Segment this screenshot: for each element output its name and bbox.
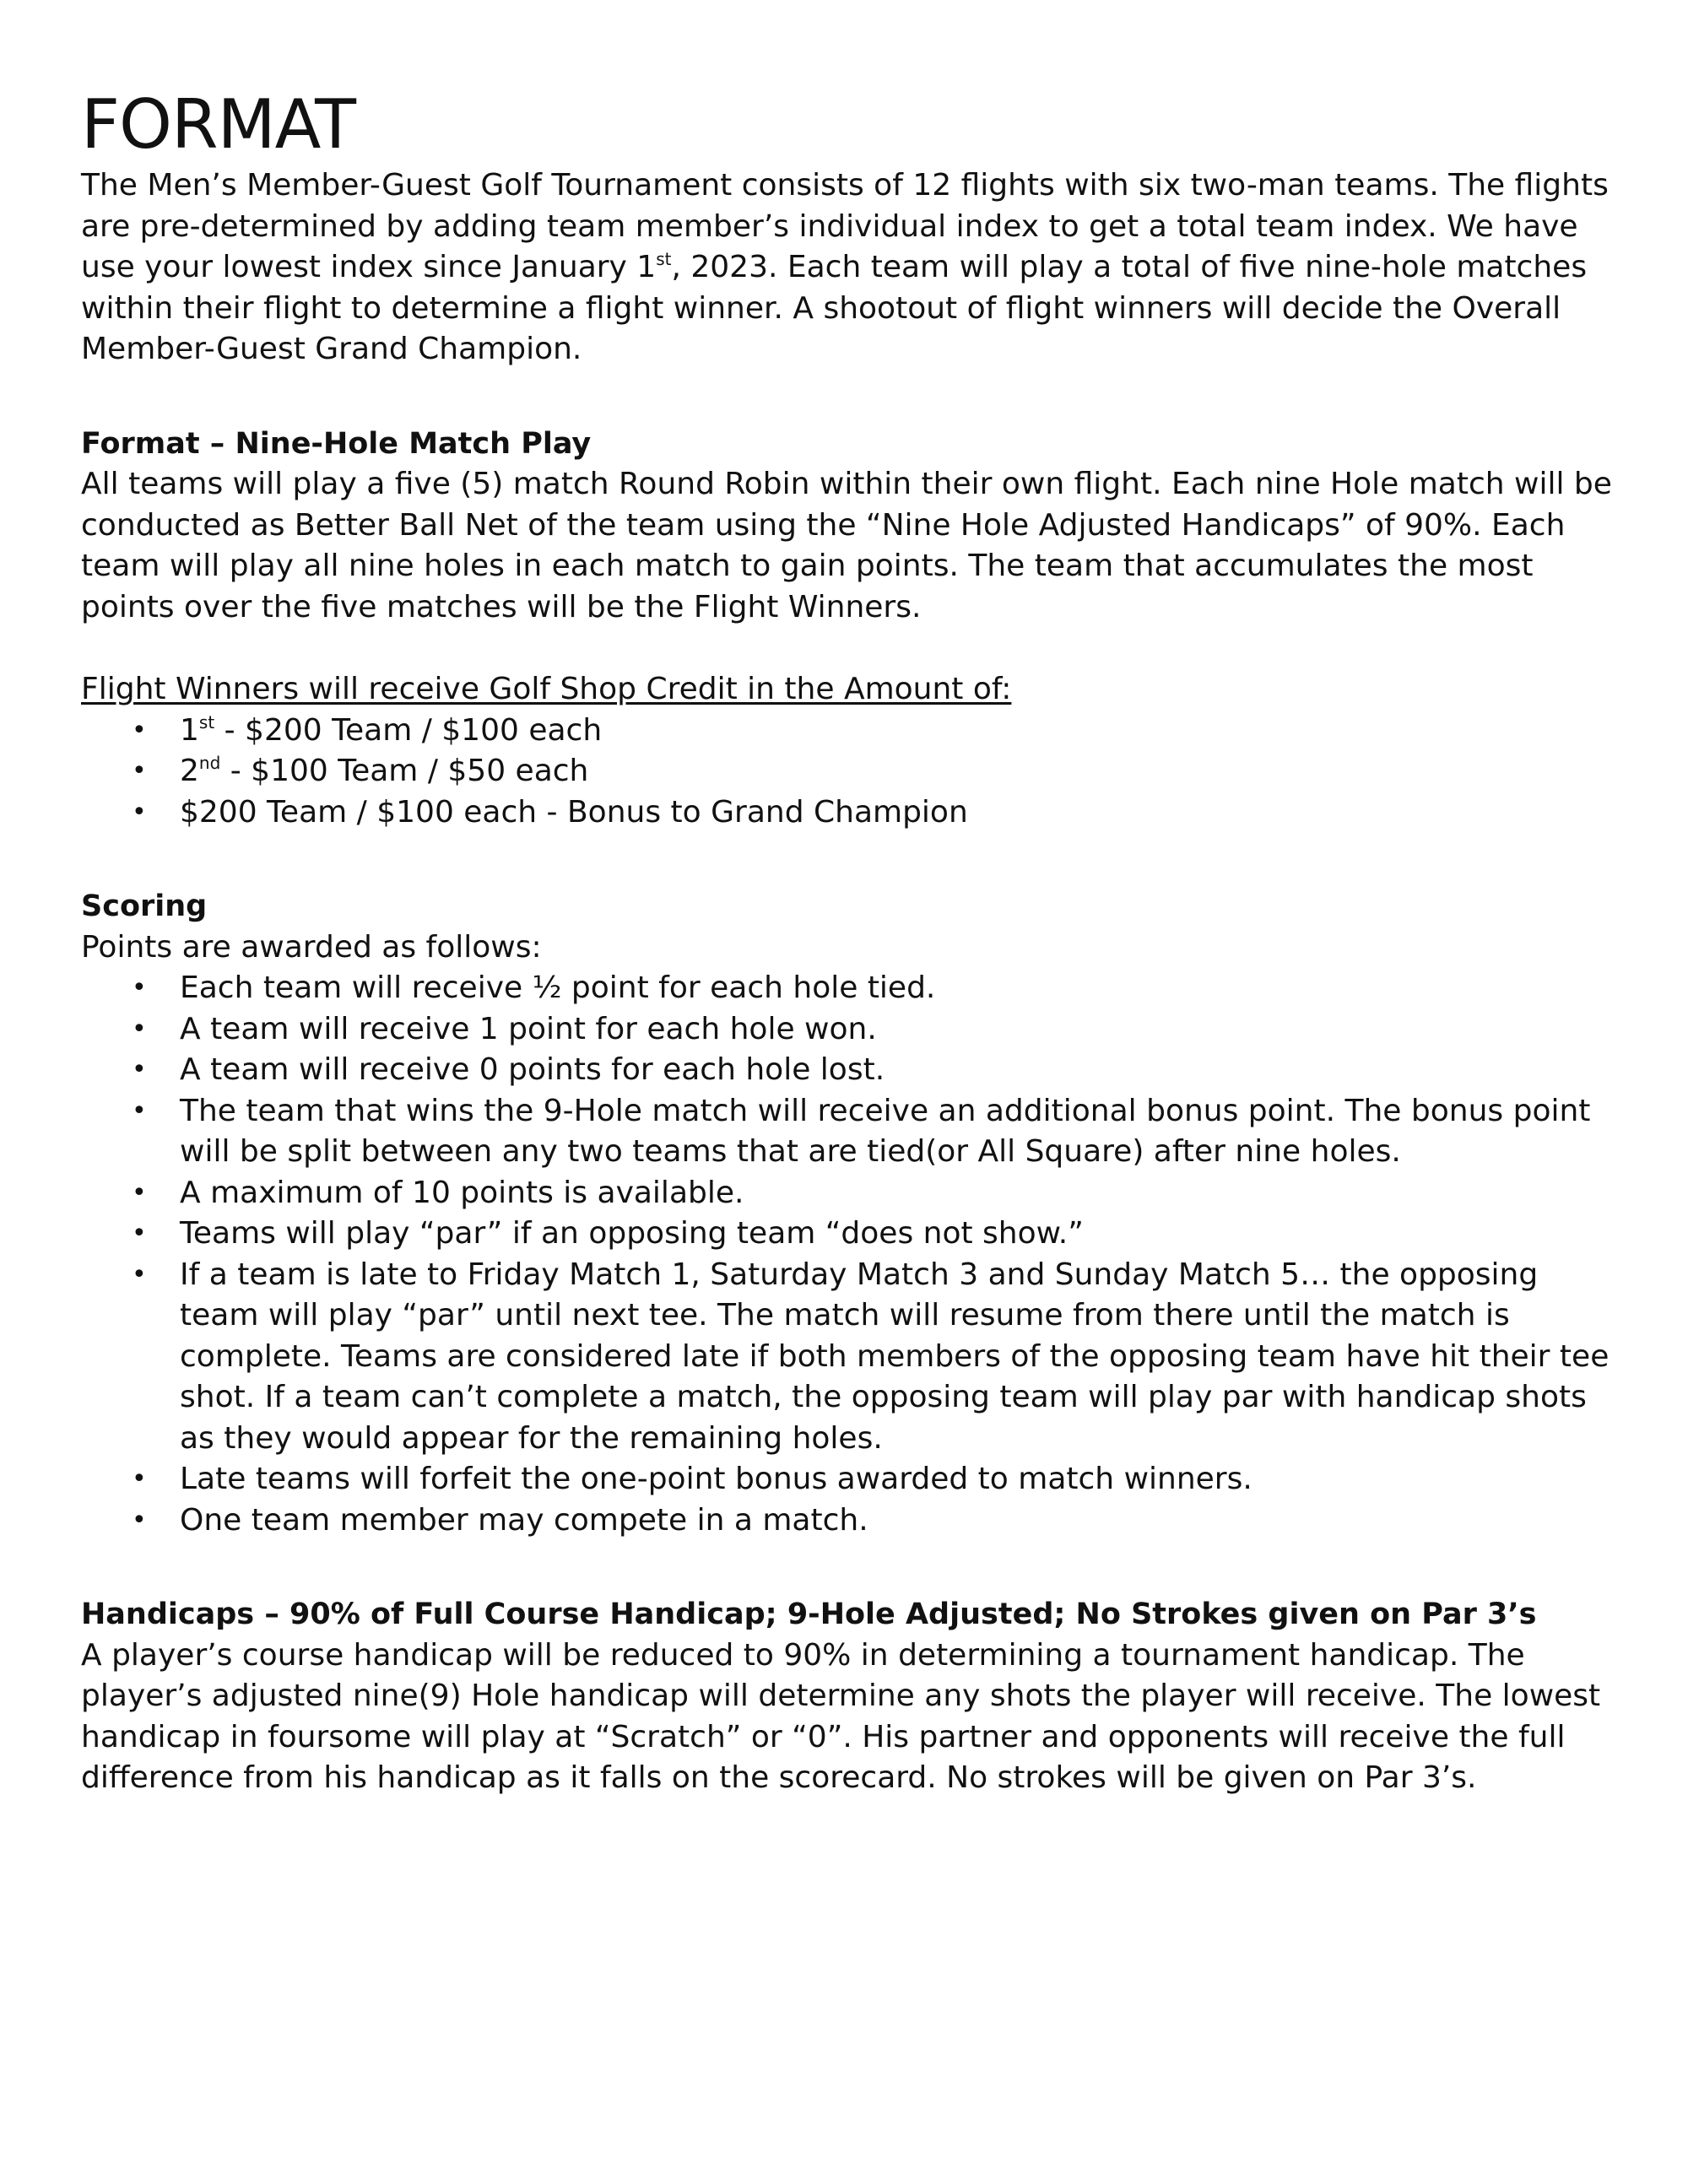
- scoring-item-text: The team that wins the 9-Hole match will receive an additional bonus point. The bonus point will be split between any two teams that are tied(or All Square) after nine holes.: [180, 1093, 1591, 1169]
- prize-item: [81, 792, 1626, 834]
- bullet-icon: •: [132, 1095, 147, 1126]
- scoring-item: [81, 1255, 1626, 1460]
- scoring-item-text: One team member may compete in a match.: [180, 1502, 868, 1538]
- bullet-icon: •: [132, 1219, 147, 1248]
- prize-item-text: - $200 Team / $100 each: [214, 712, 603, 748]
- handicaps-paragraph: A player’s course handicap will be reduced to 90% in determining a tournament handicap. The player’s adjusted nine(9) Hole handicap will determine any shots the player will receive. The lowest handicap in foursome will play at “Scratch” or “0”. His partner and opponents will receive the full difference from his handicap as it falls on the scorecard. No strokes will be given on Par 3’s.: [81, 1637, 1601, 1795]
- bullet-icon: •: [132, 1177, 147, 1208]
- match-play-paragraph: All teams will play a five (5) match Round Robin within their own flight. Each nine Hole match will be conducted as Better Ball Net of the team using the “Nine Hole Adjusted Handicaps” of 90%. Each team will play all nine holes in each match to gain points. The team that accumulates the most points over the five matches will be the Flight Winners.: [81, 467, 1612, 624]
- prize-item-rank: 1: [180, 712, 199, 748]
- bullet-icon: •: [132, 1505, 147, 1535]
- spacer: [81, 370, 1626, 424]
- intro-superscript: st: [656, 249, 672, 269]
- bullet-icon: •: [132, 797, 147, 827]
- prize-item-suffix: st: [198, 711, 215, 733]
- bullet-icon: •: [132, 756, 147, 786]
- scoring-item-text: A team will receive 0 points for each hole lost.: [180, 1052, 885, 1087]
- bullet-icon: •: [132, 1055, 147, 1084]
- prize-item-rank: 2: [180, 754, 199, 788]
- scoring-item: [81, 1214, 1626, 1255]
- scoring-item: [81, 1091, 1626, 1173]
- intro-text-part1: The Men’s Member-Guest Golf Tournament consists of 12 flights with six two-man teams. The flights are pre-determined by adding team member’s individual index to get a total team index. We have use your lowest index since January 1: [81, 168, 1609, 284]
- prizes-list: [81, 711, 1626, 834]
- scoring-item-text: A maximum of 10 points is available.: [180, 1175, 744, 1210]
- scoring-item: [81, 1050, 1626, 1091]
- spacer: [81, 628, 1626, 669]
- bullet-icon: •: [132, 1259, 147, 1289]
- scoring-item: [81, 1500, 1626, 1542]
- scoring-intro: Points are awarded as follows:: [81, 929, 542, 965]
- scoring-item-text: Late teams will forfeit the one-point bonus awarded to match winners.: [180, 1462, 1252, 1496]
- scoring-item: [81, 1459, 1626, 1500]
- bullet-icon: •: [132, 715, 147, 745]
- intro-text-part2: , 2023. Each team will play a total of five nine-hole matches within their flight to determine a flight winner. A shootout of flight winners will decide the Overall Member-Guest Grand Champion.: [81, 250, 1588, 366]
- prize-item-text: - $100 Team / $50 each: [220, 754, 589, 788]
- spacer: [81, 833, 1626, 886]
- prizes-heading: Flight Winners will receive Golf Shop Credit in the Amount of:: [81, 672, 1012, 706]
- scoring-list: [81, 968, 1626, 1541]
- document-page: [81, 84, 1626, 1799]
- scoring-item-text: If a team is late to Friday Match 1, Saturday Match 3 and Sunday Match 5… the opposing team will play “par” until next tee. The match will resume from there until the match is complete. Teams are considered late if both members of the opposing team have hit their tee shot. If a team can’t complete a match, the opposing team will play par with handicap shots as they would appear for the remaining holes.: [180, 1257, 1610, 1456]
- intro-paragraph: [81, 165, 1626, 370]
- bullet-icon: •: [132, 973, 147, 1003]
- scoring-item-text: A team will receive 1 point for each hole won.: [180, 1011, 877, 1046]
- scoring-item: [81, 1009, 1626, 1051]
- bullet-icon: •: [132, 1464, 147, 1494]
- bullet-icon: •: [132, 1014, 147, 1044]
- prize-item-suffix: nd: [198, 753, 221, 773]
- scoring-heading: Scoring: [81, 889, 208, 923]
- prize-item: [81, 751, 1626, 792]
- page-title: FORMAT: [81, 85, 355, 164]
- spacer: [81, 1541, 1626, 1594]
- scoring-item: [81, 968, 1626, 1009]
- prize-item-text: $200 Team / $100 each - Bonus to Grand Champion: [180, 794, 968, 830]
- scoring-item-text: Each team will receive ½ point for each hole tied.: [180, 970, 936, 1005]
- scoring-item-text: Teams will play “par” if an opposing team “does not show.”: [180, 1216, 1084, 1251]
- prize-item: [81, 711, 1626, 752]
- scoring-item: [81, 1173, 1626, 1214]
- match-play-heading: Format – Nine-Hole Match Play: [81, 426, 592, 461]
- handicaps-heading: Handicaps – 90% of Full Course Handicap; 9-Hole Adjusted; No Strokes given on Par 3’s: [81, 1597, 1537, 1631]
